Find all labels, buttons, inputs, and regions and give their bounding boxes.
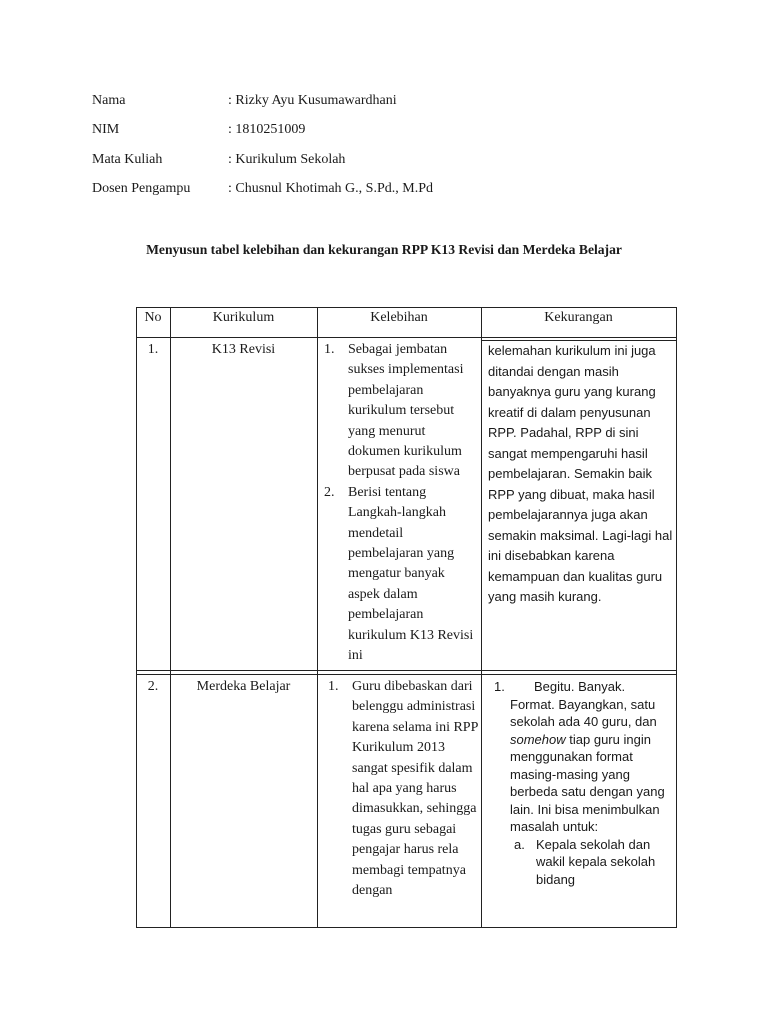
student-info [92,93,433,210]
table-border [136,674,677,675]
table-border [136,337,677,338]
info-row-mata-kuliah [92,152,433,181]
list-item: 1. Sebagai jembatan sukses implementasi pembelajaran kurikulum tersebut yang menurut dokumen kurikulum berpusat pada siswa [324,342,464,480]
info-label: Dosen Pengampu [92,180,191,196]
row-kurikulum: Merdeka Belajar [196,679,291,694]
row-kurikulum: K13 Revisi [211,342,276,357]
table-border [481,307,482,928]
list-item: 2. Berisi tentang Langkah-langkah mendetail pembelajaran yang mengatur banyak aspek dalam pembelajaran kurikulum K13 Revisi ini [324,484,474,664]
info-row-nim [92,122,433,151]
column-header-kekurangan: Kekurangan [544,310,613,325]
table-border [136,670,677,671]
table-border [317,307,318,928]
info-label: NIM [92,122,120,138]
column-header-no: No [144,310,162,325]
info-value: : Rizky Ayu Kusumawardhani [228,93,397,108]
row-number: 2. [147,679,159,694]
table-border [676,307,677,928]
info-value: : Chusnul Khotimah G., S.Pd., M.Pd [228,180,433,196]
row-kelebihan [328,677,478,901]
document-title: Menyusun tabel kelebihan dan kekurangan RPP K13 Revisi dan Merdeka Belajar [146,242,622,257]
info-value: : 1810251009 [228,122,306,138]
info-row-dosen [92,181,433,210]
comparison-table [136,307,677,928]
row-number: 1. [147,342,159,357]
table-border [136,307,137,928]
info-label: Nama [92,93,126,108]
kelebihan-list [328,677,478,901]
column-header-kelebihan: Kelebihan [370,310,428,325]
table-border [170,307,171,928]
kekurangan-subitem: a. Kepala sekolah dan wakil kepala sekolah bidang [514,836,656,887]
table-border [136,927,677,928]
kekurangan-item: 1. Begitu. Banyak. [494,679,626,694]
kekurangan-body: Format. Bayangkan, satu sekolah ada 40 guru, dan somehow tiap guru ingin menggunakan format masing-masing yang berbeda satu dengan yang lain. Ini bisa menimbulkan masalah untuk: [510,696,665,834]
row-kelebihan [324,340,476,667]
column-header-kurikulum: Kurikulum [212,310,275,325]
info-row-nama [92,93,433,122]
kelebihan-list [324,340,476,667]
row-kekurangan [494,678,672,888]
list-item: 1. Guru dibebaskan dari belenggu administrasi karena selama ini RPP Kurikulum 2013 sangat spesifik dalam hal apa yang harus dimasukkan, sehingga tugas guru sebagai pengajar harus rela membagi tempatnya dengan [328,679,478,899]
row-kekurangan: kelemahan kurikulum ini juga ditandai dengan masih banyaknya guru yang kurang kreatif di dalam penyusunan RPP. Padahal, RPP di sini sangat mempengaruhi hasil pembelajaran. Semakin baik RPP yang dibuat, maka hasil pembelajarannya juga akan semakin maksimal. Lagi-lagi hal ini disebabkan karena kemampuan dan kualitas guru yang masih kurang. [488,343,673,604]
info-value: : Kurikulum Sekolah [228,151,346,167]
info-label: Mata Kuliah [92,151,163,167]
